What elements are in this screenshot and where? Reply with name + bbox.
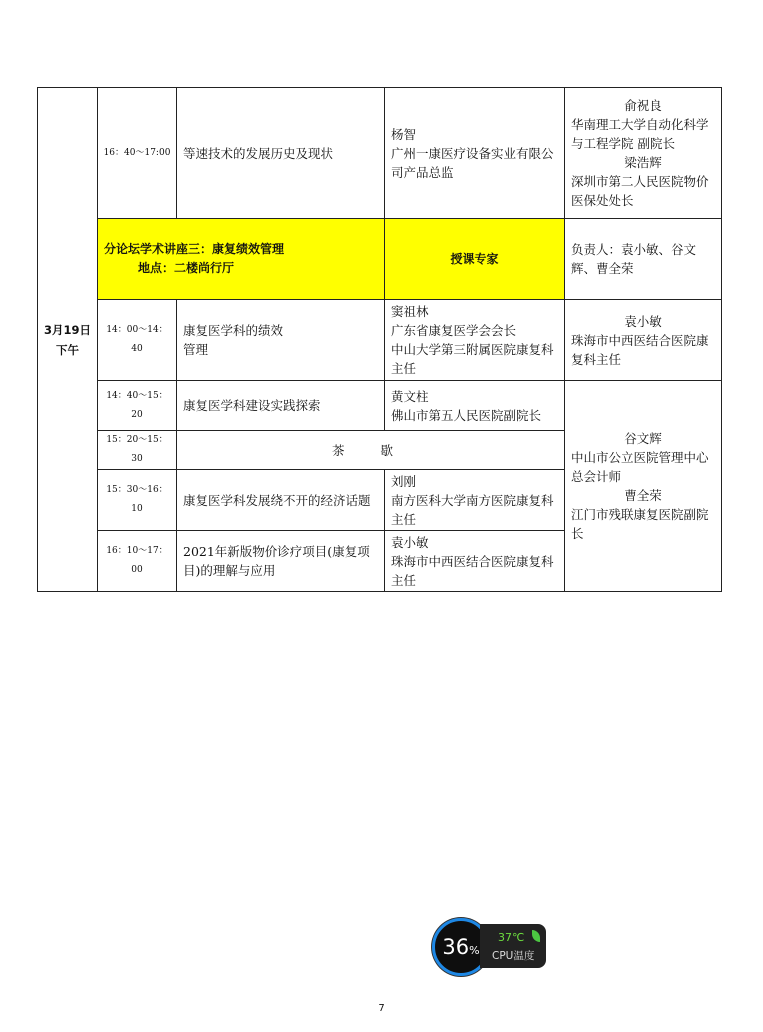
tea-break-cell [177,431,565,470]
speaker-title: 中山大学第三附属医院康复科主任 [391,342,554,376]
chair-title: 华南理工大学自动化科学与工程学院 副院长 [571,117,709,151]
speaker-name: 黄文柱 [391,388,429,404]
chair-title: 珠海市中西医结合医院康复科主任 [571,332,709,367]
chair-cell [565,300,722,381]
schedule-table [37,87,722,592]
chair-name: 袁小敏 [624,313,662,329]
speaker-title: 广东省康复医学会会长 [391,323,517,338]
time-cell: 16：40～17:00 [98,88,177,219]
speaker-cell [385,381,565,431]
session-title: 分论坛学术讲座三：康复绩效管理 [104,242,285,256]
cpu-monitor-widget[interactable] [432,918,548,976]
speaker-cell [385,88,565,219]
chair-title: 江门市残联康复医院副院长 [571,507,709,541]
table-row [38,88,722,219]
speaker-title: 珠海市中西医结合医院康复科主任 [391,553,554,588]
chair-name: 俞祝良 [624,98,662,113]
leaf-icon [532,930,540,942]
time-cell: 16：10～17：00 [98,531,177,592]
topic-cell: 康复医学科发展绕不开的经济话题 [177,470,385,531]
speaker-title: 南方医科大学南方医院康复科主任 [391,492,554,527]
speaker-cell [385,531,565,592]
time-cell: 14：40～15：20 [98,381,177,431]
speaker-cell [385,470,565,531]
topic-line: 管理 [183,342,209,357]
speaker-name: 杨智 [391,126,417,142]
chair-name: 梁浩辉 [624,155,662,170]
percent-sign: % [469,944,480,957]
cpu-percent: 36 [442,935,470,959]
topic-cell: 2021年新版物价诊疗项目(康复项目)的理解与应用 [177,531,385,592]
speaker-title: 佛山市第五人民医院副院长 [391,407,542,423]
period-label: 下午 [56,342,79,357]
page-number: 7 [378,1003,385,1014]
session-venue: 地点：二楼尚行厅 [138,261,235,275]
chair-name: 曹全荣 [624,488,662,503]
cpu-temp-panel [480,924,546,968]
topic-cell: 等速技术的发展历史及现状 [177,88,385,219]
speaker-name: 袁小敏 [391,534,429,550]
expert-header: 授课专家 [385,219,565,300]
session-header-row [38,219,722,300]
chair-name: 谷文辉 [624,431,662,446]
date-label: 3月19日 [43,322,91,337]
table-row [38,300,722,381]
session-responsible: 负责人：袁小敏、谷文辉、曹全荣 [565,219,722,300]
session-title-cell [98,219,385,300]
time-cell: 14：00～14：40 [98,300,177,381]
speaker-name: 窦祖林 [391,304,429,319]
date-cell [38,88,98,592]
chair-cell [565,88,722,219]
speaker-cell [385,300,565,381]
topic-cell: 康复医学科建设实践探索 [177,381,385,431]
topic-cell [177,300,385,381]
cpu-temp-value: 37℃ [498,931,525,944]
time-cell: 15：20～15：30 [98,431,177,470]
chair-title: 深圳市第二人民医院物价医保处处长 [571,174,709,208]
speaker-title: 广州一康医疗设备实业有限公司产品总监 [391,145,554,180]
topic-line: 康复医学科的绩效 [183,323,284,338]
tea-break-label: 茶 歇 [332,442,409,458]
chair-title: 中山市公立医院管理中心总会计师 [571,450,709,484]
table-row [38,381,722,431]
time-cell: 15：30～16：10 [98,470,177,531]
chair-cell [565,381,722,592]
cpu-temp-label: CPU温度 [492,950,535,962]
speaker-name: 刘刚 [391,473,417,489]
